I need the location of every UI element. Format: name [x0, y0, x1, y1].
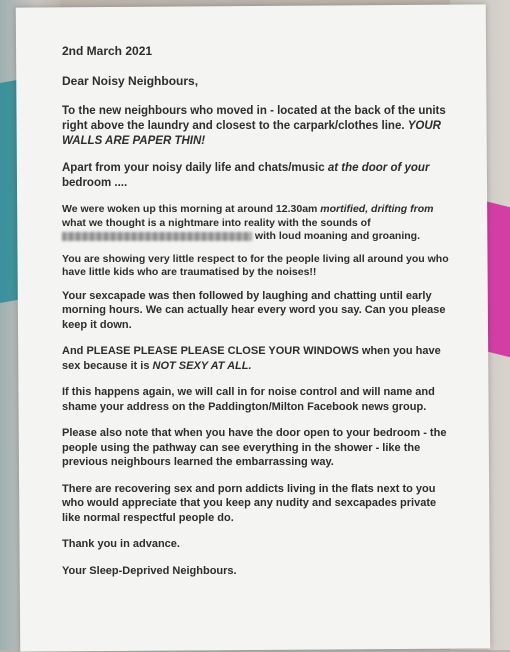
letter-body	[62, 44, 452, 578]
paragraph-1	[62, 104, 452, 149]
paragraph-4: You are showing very little respect to for the people living all around you who have little kids who are traumatised by the noises!!	[62, 252, 449, 278]
paragraph-2-tail: bedroom ....	[62, 177, 128, 189]
paragraph-1-text: To the new neighbours who moved in - located at the back of the units right above the laundry and closest to the carpark/clothes line.	[62, 105, 446, 132]
paragraph-9: There are recovering sex and porn addicts living in the flats next to you who would appreciate that you keep any nudity and sexcapades private like normal respectful people do.	[62, 482, 437, 524]
letter-signature: Your Sleep-Deprived Neighbours.	[62, 564, 237, 577]
paragraph-5: Your sexcapade was then followed by laughing and chatting until early morning hours. We can actually hear every word you say. Can you please keep it down.	[62, 289, 446, 331]
redacted-text	[62, 232, 252, 241]
paragraph-6-emphasis: NOT SEXY AT ALL.	[152, 359, 252, 372]
paragraph-1-emphasis: YOUR WALLS ARE PAPER THIN!	[62, 120, 441, 147]
letter-salutation: Dear Noisy Neighbours,	[62, 74, 199, 88]
paragraph-6	[62, 344, 452, 373]
paragraph-7: If this happens again, we will call in for noise control and will name and shame your address on the Paddington/Milton Facebook news group.	[62, 386, 435, 413]
paragraph-3-middle: what we thought is a nightmare into reality with the sounds of	[62, 216, 371, 229]
paragraph-3-tail: with loud moaning and groaning.	[252, 230, 420, 242]
paragraph-8: Please also note that when you have the door open to your bedroom - the people using the pathway can see everything in the shower - like the previous neighbours learned the embarrassing way.	[62, 427, 447, 468]
paragraph-3	[62, 203, 452, 244]
letter-closing: Thank you in advance.	[62, 538, 180, 550]
paragraph-3-emphasis: mortified, drifting from	[320, 203, 434, 215]
paragraph-2-emphasis: at the door of your	[327, 162, 430, 174]
paragraph-2	[62, 161, 452, 191]
paragraph-3-text: We were woken up this morning at around 12.30am	[62, 203, 321, 215]
letter-date: 2nd March 2021	[62, 44, 153, 58]
paragraph-6-text: And PLEASE PLEASE PLEASE CLOSE YOUR WINDOWS when you have sex because it is	[62, 345, 441, 372]
paragraph-2-text: Apart from your noisy daily life and chats/music	[62, 162, 328, 174]
